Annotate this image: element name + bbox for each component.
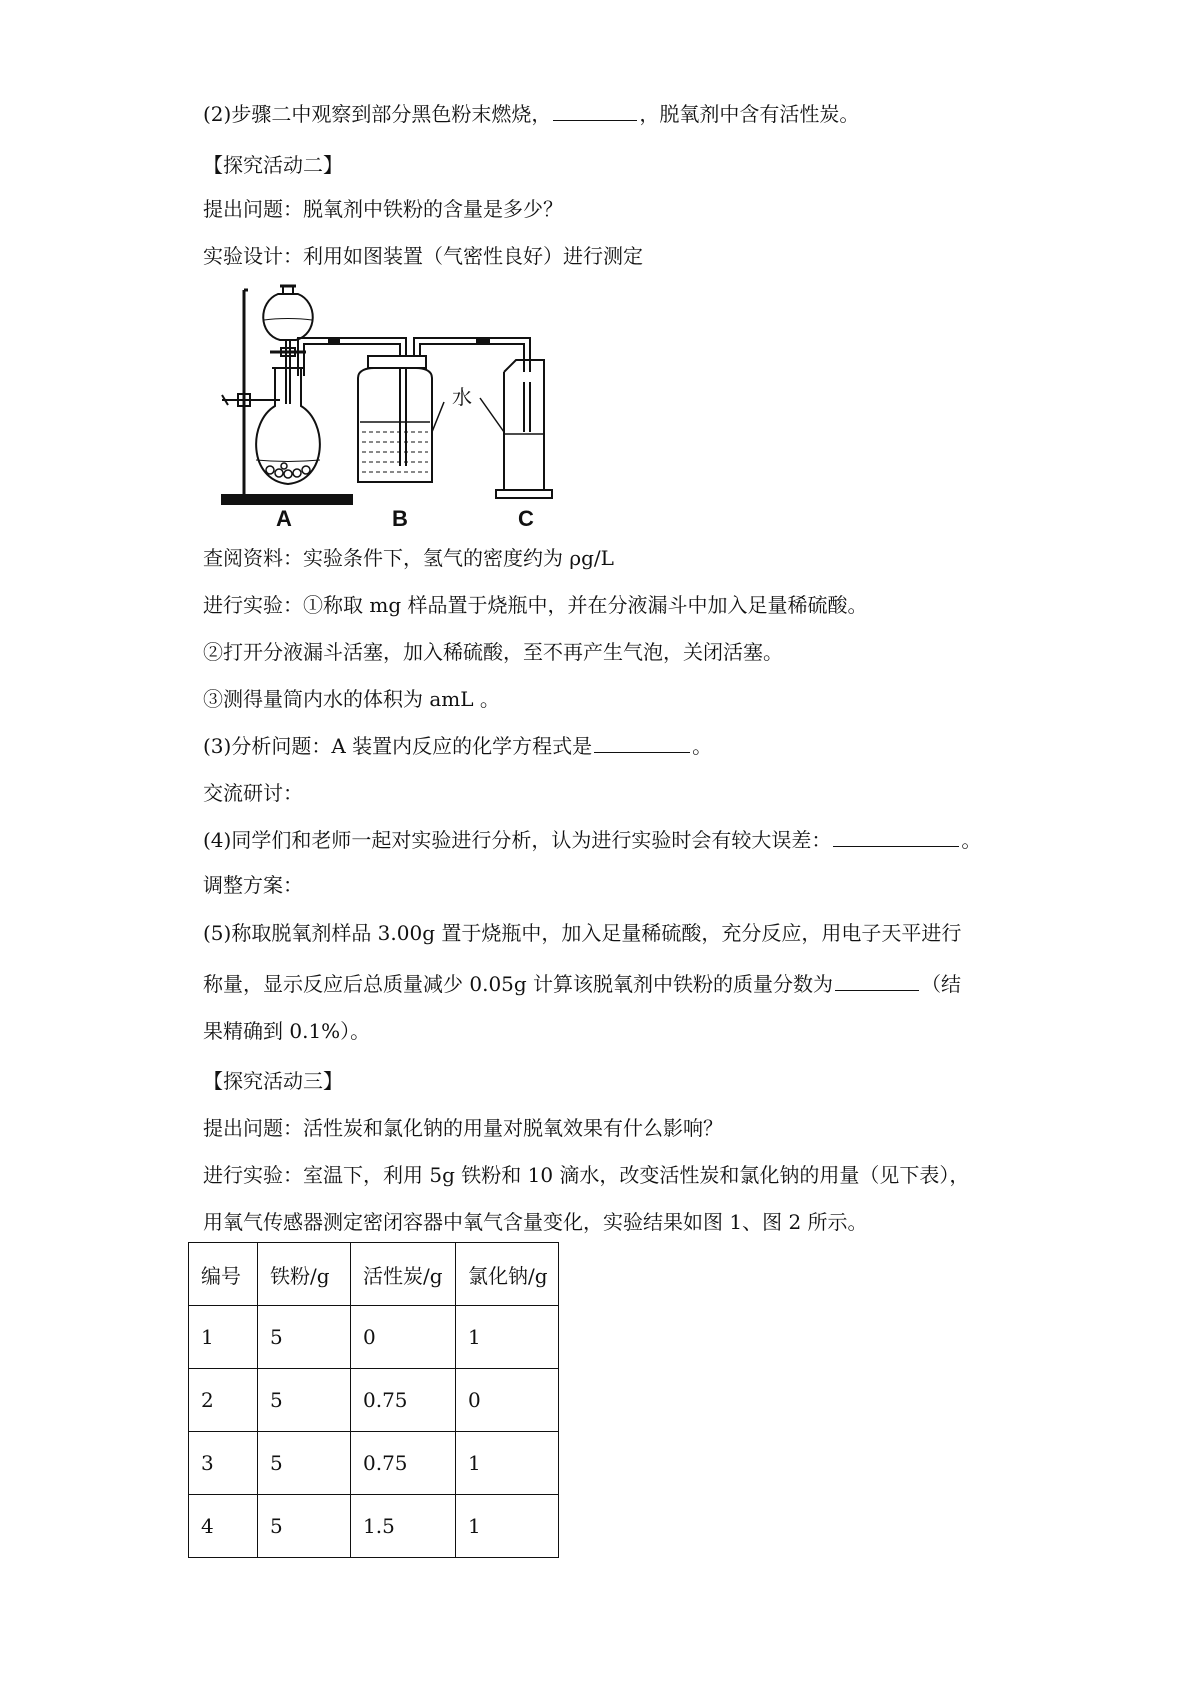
table-header-row bbox=[189, 1243, 559, 1306]
table-row bbox=[189, 1369, 559, 1432]
discussion-label: 交流研讨： bbox=[203, 781, 303, 805]
activity-2-question: 提出问题：脱氧剂中铁粉的含量是多少？ bbox=[203, 197, 563, 221]
table-header-cell: 活性炭/g bbox=[351, 1243, 456, 1306]
table-cell: 4 bbox=[189, 1495, 258, 1558]
table-cell: 0.75 bbox=[351, 1432, 456, 1495]
iron-powder bbox=[266, 463, 310, 478]
table-row bbox=[189, 1432, 559, 1495]
label-b: B bbox=[392, 506, 408, 531]
table-header-cell: 编号 bbox=[189, 1243, 258, 1306]
activity-2-design: 实验设计：利用如图装置（气密性良好）进行测定 bbox=[203, 244, 643, 268]
activity-2-heading: 【探究活动二】 bbox=[203, 153, 343, 177]
table-cell: 1 bbox=[456, 1495, 559, 1558]
bottle-b bbox=[358, 368, 432, 482]
table-cell: 1 bbox=[456, 1306, 559, 1369]
table-cell: 0.75 bbox=[351, 1369, 456, 1432]
experiment-table bbox=[188, 1242, 559, 1558]
table-cell: 2 bbox=[189, 1369, 258, 1432]
question-3: (3)分析问题：A 装置内反应的化学方程式是 。 bbox=[203, 730, 1091, 761]
table-row bbox=[189, 1495, 559, 1558]
table-cell: 5 bbox=[258, 1432, 351, 1495]
question-4: (4)同学们和老师一起对实验进行分析，认为进行实验时会有较大误差： 。 bbox=[203, 824, 1091, 855]
table-row bbox=[189, 1306, 559, 1369]
label-c: C bbox=[518, 506, 534, 531]
reference-info: 查阅资料：实验条件下，氢气的密度约为 ρg/L bbox=[203, 546, 614, 570]
answer-blank bbox=[833, 824, 959, 847]
activity-3-heading: 【探究活动三】 bbox=[203, 1069, 343, 1093]
separatory-funnel bbox=[263, 294, 313, 340]
table-cell: 1 bbox=[189, 1306, 258, 1369]
step-2: ②打开分液漏斗活塞，加入稀硫酸，至不再产生气泡，关闭活塞。 bbox=[203, 640, 783, 664]
table-cell: 3 bbox=[189, 1432, 258, 1495]
table-header-cell: 氯化钠/g bbox=[456, 1243, 559, 1306]
table-header-cell: 铁粉/g bbox=[258, 1243, 351, 1306]
activity-3-experiment-1: 进行实验：室温下，利用 5g 铁粉和 10 滴水，改变活性炭和氯化钠的用量（见下表）， bbox=[203, 1163, 970, 1187]
answer-blank bbox=[553, 98, 637, 121]
apparatus-diagram bbox=[218, 282, 578, 532]
table-cell: 1 bbox=[456, 1432, 559, 1495]
question-5-line-3: 果精确到 0.1%）。 bbox=[203, 1019, 371, 1043]
stand-base bbox=[222, 495, 352, 504]
answer-blank bbox=[835, 968, 919, 991]
water-label: 水 bbox=[452, 385, 472, 409]
table-cell: 0 bbox=[351, 1306, 456, 1369]
question-5-line-2: 称量，显示反应后总质量减少 0.05g 计算该脱氧剂中铁粉的质量分数为 （结 bbox=[203, 968, 1091, 999]
table-cell: 0 bbox=[456, 1369, 559, 1432]
label-a: A bbox=[276, 506, 292, 531]
step-3: ③测得量筒内水的体积为 amL 。 bbox=[203, 687, 500, 711]
answer-blank bbox=[594, 730, 690, 753]
adjust-label: 调整方案： bbox=[203, 873, 303, 897]
question-5-line-1: (5)称取脱氧剂样品 3.00g 置于烧瓶中，加入足量稀硫酸，充分反应，用电子天平进行 bbox=[203, 921, 962, 945]
activity-3-experiment-2: 用氧气传感器测定密闭容器中氧气含量变化，实验结果如图 1、图 2 所示。 bbox=[203, 1210, 868, 1234]
flask-a bbox=[256, 368, 320, 484]
question-2: (2)步骤二中观察到部分黑色粉末燃烧， ，脱氧剂中含有活性炭。 bbox=[203, 98, 1091, 129]
table-cell: 1.5 bbox=[351, 1495, 456, 1558]
table-cell: 5 bbox=[258, 1306, 351, 1369]
table-cell: 5 bbox=[258, 1369, 351, 1432]
activity-3-question: 提出问题：活性炭和氯化钠的用量对脱氧效果有什么影响？ bbox=[203, 1116, 723, 1140]
step-1: 进行实验：①称取 mg 样品置于烧瓶中，并在分液漏斗中加入足量稀硫酸。 bbox=[203, 593, 868, 617]
table-cell: 5 bbox=[258, 1495, 351, 1558]
